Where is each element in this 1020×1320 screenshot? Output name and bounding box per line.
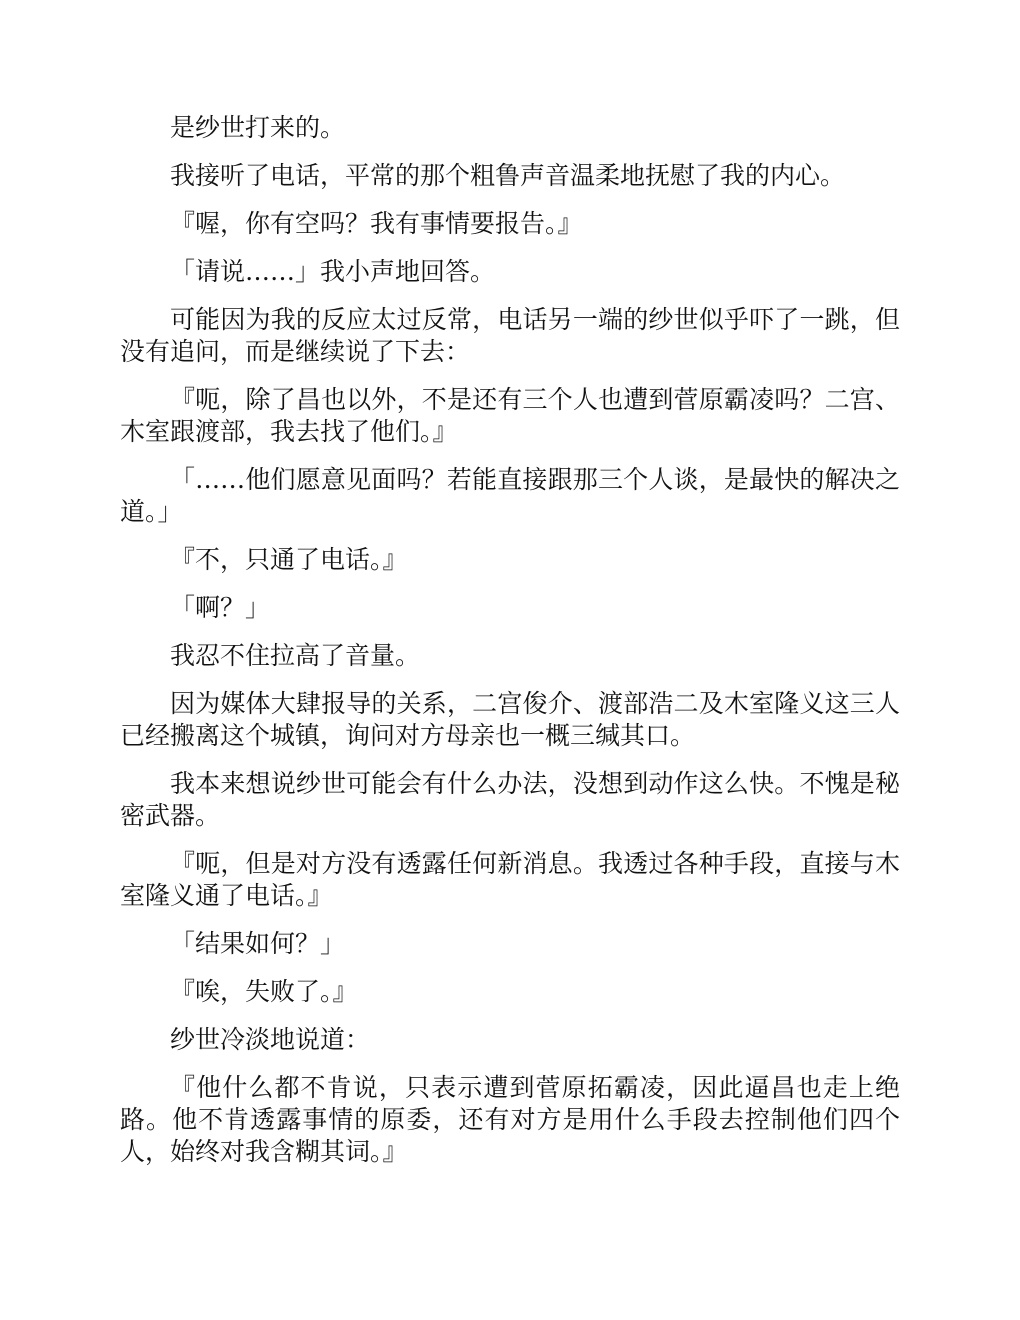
paragraph: 『喔，你有空吗？我有事情要报告。』 (170, 209, 583, 238)
paragraph: 我本来想说纱世可能会有什么办法，没想到动作这么快。不愧是秘密武器。 (120, 769, 900, 830)
paragraph: 可能因为我的反应太过反常，电话另一端的纱世似乎吓了一跳，但没有追问，而是继续说了下去： (120, 305, 900, 366)
book-page (120, 112, 900, 1184)
paragraph: 我忍不住拉高了音量。 (170, 641, 421, 670)
paragraph: 「啊？」 (170, 593, 271, 622)
paragraph: 『呃，除了昌也以外，不是还有三个人也遭到菅原霸凌吗？二宫、木室跟渡部，我去找了他们。』 (120, 385, 900, 446)
paragraph: 『唉，失败了。』 (170, 977, 358, 1006)
paragraph: 我接听了电话，平常的那个粗鲁声音温柔地抚慰了我的内心。 (170, 161, 846, 190)
paragraph: 「请说……」我小声地回答。 (170, 257, 496, 286)
paragraph: 『不，只通了电话。』 (170, 545, 408, 574)
paragraph: 『呃，但是对方没有透露任何新消息。我透过各种手段，直接与木室隆义通了电话。』 (120, 849, 900, 910)
paragraph: 「结果如何？」 (170, 929, 346, 958)
paragraph: 「……他们愿意见面吗？若能直接跟那三个人谈，是最快的解决之道。」 (120, 465, 900, 526)
paragraph: 纱世冷淡地说道： (170, 1025, 371, 1054)
paragraph: 因为媒体大肆报导的关系，二宫俊介、渡部浩二及木室隆义这三人已经搬离这个城镇，询问对方母亲也一概三缄其口。 (120, 689, 900, 750)
paragraph: 是纱世打来的。 (170, 113, 346, 142)
paragraph: 『他什么都不肯说，只表示遭到菅原拓霸凌，因此逼昌也走上绝路。他不肯透露事情的原委，还有对方是用什么手段去控制他们四个人，始终对我含糊其词。』 (120, 1073, 900, 1166)
